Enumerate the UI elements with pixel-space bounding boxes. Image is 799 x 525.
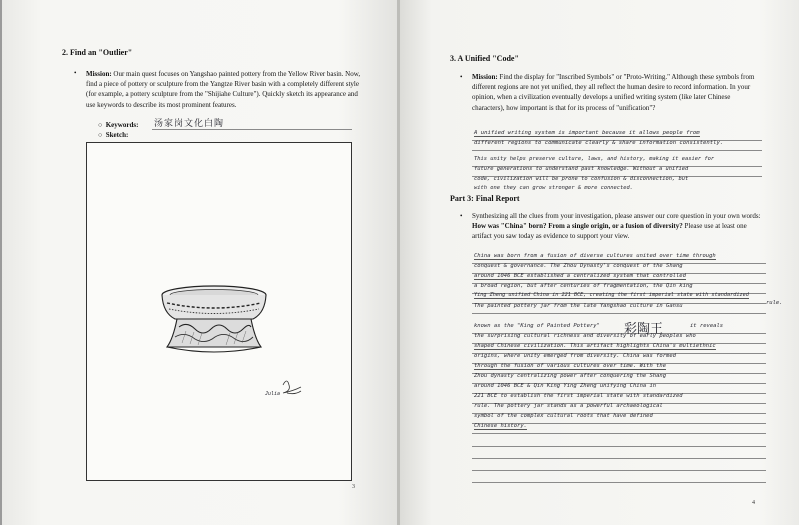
pottery-sketch [87, 143, 351, 480]
mission-paragraph [86, 69, 361, 110]
final-report-question: How was "China" born? From a single origin, or a fusion of diversity? [472, 222, 683, 231]
final-report-prompt [472, 211, 762, 242]
blank-rule [472, 446, 766, 447]
answer1-line: future generations to understand past knowledge. Without a unified [474, 166, 689, 172]
answer1-line: A unified writing system is important because it allows people from [474, 130, 700, 136]
answer1-line: different regions to communicate clearly & share information consistently. [474, 140, 724, 146]
bullet-dot: • [460, 73, 463, 81]
keywords-answer: 汤家岗文化白陶 [154, 119, 225, 129]
answer2-line: symbol of the complex cultural roots that have defined [474, 413, 653, 419]
sketch-label: Sketch: [105, 131, 129, 139]
answer-rule [472, 433, 766, 434]
page-number-right: 4 [752, 500, 755, 506]
bullet-dot: • [460, 212, 463, 220]
bullet-dot: • [74, 69, 77, 77]
answer2-line: Ying Zheng unified China in 221 BCE, creating the first imperial state with standardized [474, 292, 749, 298]
answer2-line: origins, where unity emerged from diversity. China was formed [474, 353, 676, 359]
answer2-line: it reveals [690, 323, 724, 329]
answer2-line: a broad region, but after centuries of fragmentation, the Qin king [474, 283, 693, 289]
sketch-bullet: ○ Sketch: [98, 131, 129, 139]
mission-text-right: Find the display for "Inscribed Symbols" or "Proto-Writing." Although these symbols from different regions are not yet unified, they all reflect the human desire to record information. In your opinion, when a civilization eventually develops a unified writing system (like later Chinese characters), how important is that for its process of "unification"? [472, 73, 755, 112]
answer2-line: around 1046 BCE established a centralized system that controlled [474, 273, 686, 279]
answer2-line: The painted pottery jar from the late Yangshao culture in Gansu [474, 303, 683, 309]
section-title-unified-code: 3. A Unified "Code" [450, 54, 519, 63]
answer1-line: This unity helps preserve culture, laws, and history, making it easier for [474, 156, 715, 162]
sketch-signature: Julia [265, 391, 281, 397]
mission-text: Our main quest focuses on Yangshao painted pottery from the Yellow River basin. Now, find a piece of pottery or sculpture from the Yangtze River basin with a completely different style (for example, a pottery sculpture from the "Shijiahe Culture"). Quickly sketch its appearance and use keywords to describe its most prominent features. [86, 70, 361, 109]
section-title-outlier: 2. Find an "Outlier" [62, 48, 133, 57]
answer2-line: China was born from a fusion of diverse cultures united over time through [474, 253, 716, 259]
section-title-final-report: Part 3: Final Report [450, 194, 520, 203]
page-number-left: 3 [352, 484, 355, 490]
answer2-line: around 1046 BCE & Qin King Ying Zheng unifying China in [474, 383, 657, 389]
answer2-line: rule. The pottery jar stands as a powerful archaeological [474, 403, 663, 409]
left-page [2, 0, 398, 525]
answer2-line: conquest & governance. The Zhou Dynasty's conquest of the Shang [474, 263, 683, 269]
mission-paragraph-right [472, 72, 762, 113]
answer2-line: through the fusion of various cultures over time. With the [474, 363, 667, 369]
answer2-line: 221 BCE to establish the first imperial state with standardized [474, 393, 683, 399]
answer-rule [472, 150, 762, 151]
answer-rule [472, 313, 766, 314]
mission-label-right: Mission: [472, 73, 498, 81]
answer2-line: shaped Chinese civilization. This artifact highlights China's multiethnic [474, 343, 716, 349]
mission-label: Mission: [86, 70, 112, 78]
answer1-line: with one they can grow stronger & more connected. [474, 185, 634, 191]
keywords-underline [152, 129, 352, 130]
answer2-cjk: 彩陶王 [624, 322, 664, 337]
right-page [400, 0, 799, 525]
answer2-line: the surprising cultural richness and diversity of early peoples who [474, 333, 696, 339]
answer2-line: Chinese history. [474, 423, 527, 429]
blank-rule [472, 470, 766, 471]
final-report-tail: Please use at least one artifact you saw today as evidence to support your view. [472, 222, 747, 241]
keywords-bullet: ○ Keywords: [98, 121, 139, 129]
blank-rule [472, 482, 766, 483]
blank-rule [472, 458, 766, 459]
answer2-line: known as the "King of Painted Pottery" [474, 323, 600, 329]
keywords-label: Keywords: [105, 121, 139, 129]
answer2-margin-note: rule. [766, 300, 783, 306]
answer1-line: code, civilization will be prone to confusion & disconnection, but [474, 176, 689, 182]
final-report-intro: Synthesizing all the clues from your investigation, please answer our core question in your own words: [472, 212, 761, 220]
answer2-line: Zhou dynasty centralizing power after conquering the Shang [474, 373, 667, 379]
sketch-box [86, 142, 352, 481]
